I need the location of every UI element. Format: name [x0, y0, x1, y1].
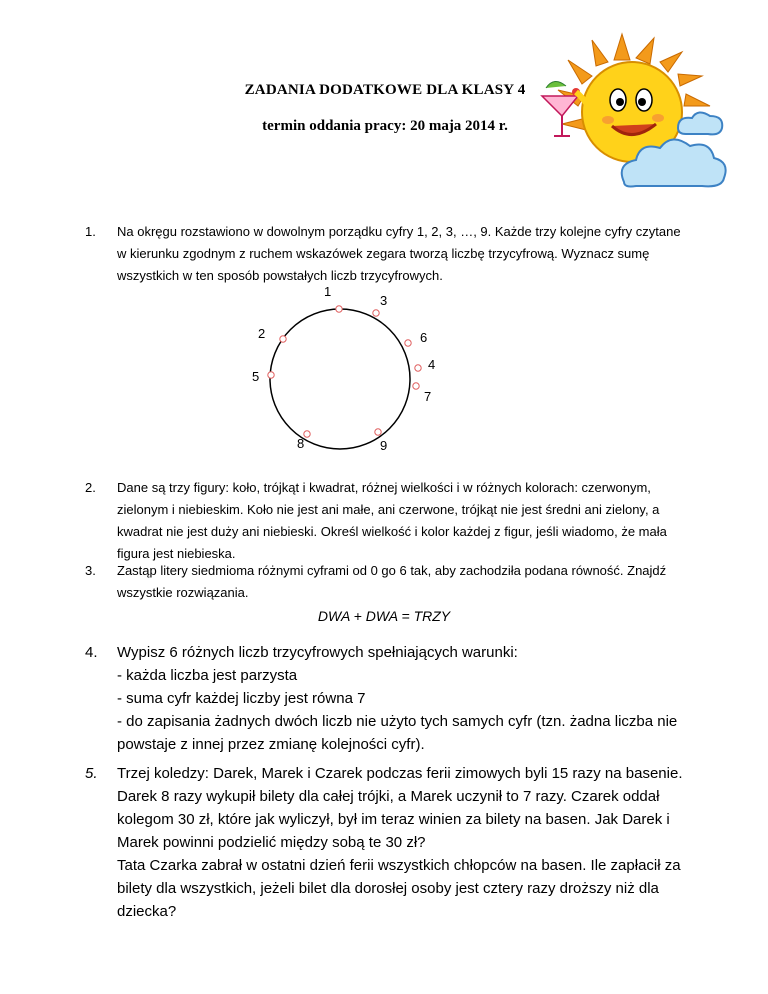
task-2-line: Dane są trzy figury: koło, trójkąt i kwadrat, różnej wielkości i w różnych kolorach: czerwonym, [117, 480, 651, 495]
digit-label: 3 [380, 293, 388, 308]
task-5-line: dziecka? [117, 903, 177, 920]
digit-point [304, 431, 310, 437]
digit-point [373, 310, 379, 316]
digit-circle [270, 309, 410, 449]
digit-point [413, 383, 419, 389]
task-1-line: Na okręgu rozstawiono w dowolnym porządku cyfry 1, 2, 3, …, 9. Każde trzy kolejne cyfry czytane [117, 224, 681, 239]
digit-label: 9 [380, 438, 388, 453]
task-4-line: Wypisz 6 różnych liczb trzycyfrowych spełniających warunki: [117, 644, 518, 661]
task-1-line: wszystkich w ten sposób powstałych liczb trzycyfrowych. [117, 268, 443, 283]
task-1-line: w kierunku zgodnym z ruchem wskazówek zegara tworzą liczbę trzycyfrową. Wyznacz sumę [117, 246, 650, 261]
digit-point [280, 336, 286, 342]
task-4-text [117, 641, 685, 756]
digit-point [375, 429, 381, 435]
task-4-line: - suma cyfr każdej liczby jest równa 7 [117, 690, 366, 707]
deadline-line: termin oddania pracy: 20 maja 2014 r. [262, 118, 508, 134]
sun-mascot-icon [532, 32, 732, 192]
task-4-number: 4. [85, 644, 98, 661]
document-title: ZADANIA DODATKOWE DLA KLASY 4 [244, 82, 526, 98]
digit-label: 5 [252, 369, 260, 384]
task-4-line: - do zapisania żadnych dwóch liczb nie użyto tych samych cyfr (tzn. żadna liczba nie [117, 713, 678, 730]
task-3-line: wszystkie rozwiązania. [117, 585, 249, 600]
task-5-line: Trzej koledzy: Darek, Marek i Czarek podczas ferii zimowych byli 15 razy na basenie. [117, 765, 683, 782]
digit-point [415, 365, 421, 371]
task-3-text [117, 560, 685, 604]
digit-point [336, 306, 342, 312]
task-1-number: 1. [85, 224, 96, 239]
task-5-line: Darek 8 razy wykupił bilety dla całej trójki, a Marek uczynił to 7 razy. Czarek oddał [117, 788, 660, 805]
task-2-line: zielonym i niebieskim. Koło nie jest ani małe, ani czerwone, trójkąt nie jest średni ani zielony, a [117, 502, 660, 517]
digit-circle-figure [240, 282, 440, 457]
digit-label: 2 [258, 326, 266, 341]
task-2-number: 2. [85, 480, 96, 495]
digit-point [405, 340, 411, 346]
digit-label: 7 [424, 389, 432, 404]
digit-label: 4 [428, 357, 436, 372]
digit-label: 1 [324, 284, 332, 299]
task-5-line: bilety dla wszystkich, jeżeli bilet dla dorosłej osoby jest cztery razy droższy niż dla [117, 880, 659, 897]
task-2-line: kwadrat nie jest duży ani niebieski. Określ wielkość i kolor każdej z figur, jeśli wiadomo, że mała [117, 524, 667, 539]
task-3-line: Zastąp litery siedmioma różnymi cyframi od 0 go 6 tak, aby zachodziła podana równość. Znajdź [117, 563, 667, 578]
task-3-equation: DWA + DWA = TRZY [317, 608, 451, 624]
digit-label: 6 [420, 330, 428, 345]
task-3-number: 3. [85, 563, 96, 578]
task-4-line: - każda liczba jest parzysta [117, 667, 298, 684]
digit-point [268, 372, 274, 378]
task-5-line: Tata Czarka zabrał w ostatni dzień ferii wszystkich chłopców na basen. Ile zapłacił za [117, 857, 681, 874]
task-1-text [117, 221, 685, 287]
task-2-text [117, 477, 685, 565]
task-5-line: kolegom 30 zł, które jak wyliczył, był im teraz winien za bilety na basen. Jak Darek i [117, 811, 670, 828]
task-5-text [117, 762, 685, 923]
task-2-line: figura jest niebieska. [117, 546, 236, 561]
task-4-line: powstaje z innej przez zmianę kolejności cyfr). [117, 736, 425, 753]
digit-label: 8 [297, 436, 305, 451]
task-5-number: 5. [85, 765, 98, 782]
task-5-line: Marek powinni podzielić między sobą te 30 zł? [117, 834, 426, 851]
